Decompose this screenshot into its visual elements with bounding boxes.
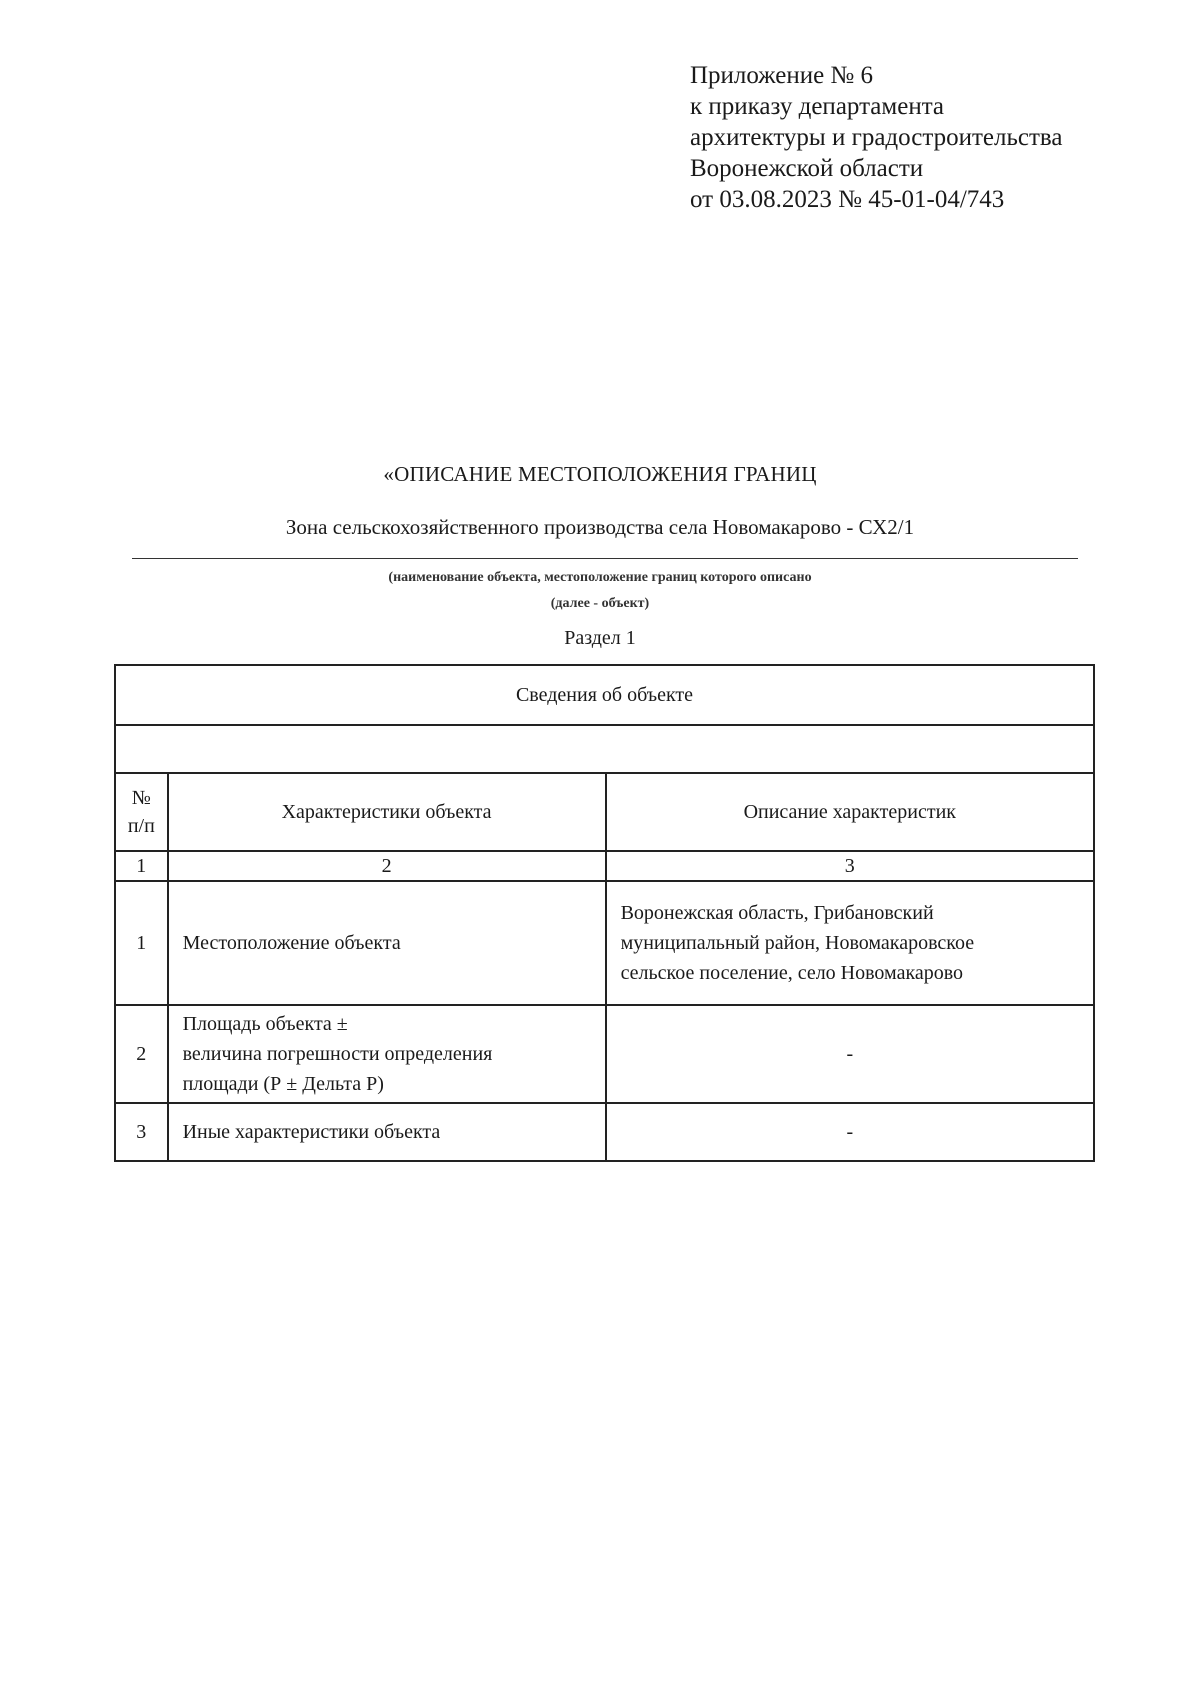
order-date-number: от 03.08.2023 № 45-01-04/743	[690, 186, 1005, 213]
header-characteristics: Характеристики объекта	[168, 773, 606, 851]
object-name: Зона сельскохозяйственного производства села Новомакарово - СХ2/1	[285, 515, 915, 539]
description-line: сельское поселение, село Новомакарово	[620, 962, 964, 984]
department-name: архитектуры и градостроительства	[690, 124, 1063, 151]
row-description	[606, 881, 1094, 1005]
characteristic-line: величина погрешности определения	[182, 1043, 493, 1065]
table-index-row	[115, 851, 1094, 881]
row-characteristic	[168, 1005, 606, 1103]
row-num: 3	[115, 1103, 168, 1161]
row-num: 2	[115, 1005, 168, 1103]
object-name-caption	[0, 565, 1200, 617]
row-description	[606, 1005, 1094, 1103]
description-line: -	[846, 1120, 854, 1143]
characteristic-line: Иные характеристики объекта	[182, 1121, 441, 1143]
caption-line-2: (далее - объект)	[550, 596, 650, 611]
characteristic-line: Местоположение объекта	[182, 932, 401, 954]
section-label: Раздел 1	[564, 627, 636, 649]
appendix-number: Приложение № 6	[690, 62, 874, 89]
index-cell-2: 2	[168, 851, 606, 881]
description-line: -	[846, 1042, 854, 1065]
row-description	[606, 1103, 1094, 1161]
table-title-row	[115, 665, 1094, 725]
index-cell-3: 3	[606, 851, 1094, 881]
table-header-row	[115, 773, 1094, 851]
order-reference: к приказу департамента	[690, 93, 945, 120]
row-num: 1	[115, 881, 168, 1005]
header-num-cell	[115, 773, 168, 851]
table-row	[115, 1103, 1094, 1161]
caption-line-1: (наименование объекта, местоположение границ которого описано	[388, 570, 812, 585]
index-cell-1: 1	[115, 851, 168, 881]
table-empty-row	[115, 725, 1094, 773]
row-characteristic	[168, 1103, 606, 1161]
description-line: Воронежская область, Грибановский	[620, 902, 934, 924]
table-row	[115, 1005, 1094, 1103]
header-num-abbr: п/п	[127, 815, 155, 837]
table-row	[115, 881, 1094, 1005]
document-title: «ОПИСАНИЕ МЕСТОПОЛОЖЕНИЯ ГРАНИЦ	[383, 462, 817, 486]
table-title: Сведения об объекте	[115, 665, 1094, 725]
region-name: Воронежской области	[690, 155, 924, 182]
characteristic-line: Площадь объекта ±	[182, 1013, 348, 1035]
header-description: Описание характеристик	[606, 773, 1094, 851]
description-line: муниципальный район, Новомакаровское	[620, 932, 975, 954]
object-info-table	[114, 664, 1095, 1162]
empty-cell	[115, 725, 1094, 773]
appendix-header	[690, 60, 1062, 215]
header-num-symbol: №	[131, 787, 151, 809]
row-characteristic	[168, 881, 606, 1005]
object-name-underline	[132, 558, 1078, 559]
characteristic-line: площади (Р ± Дельта Р)	[182, 1073, 384, 1095]
